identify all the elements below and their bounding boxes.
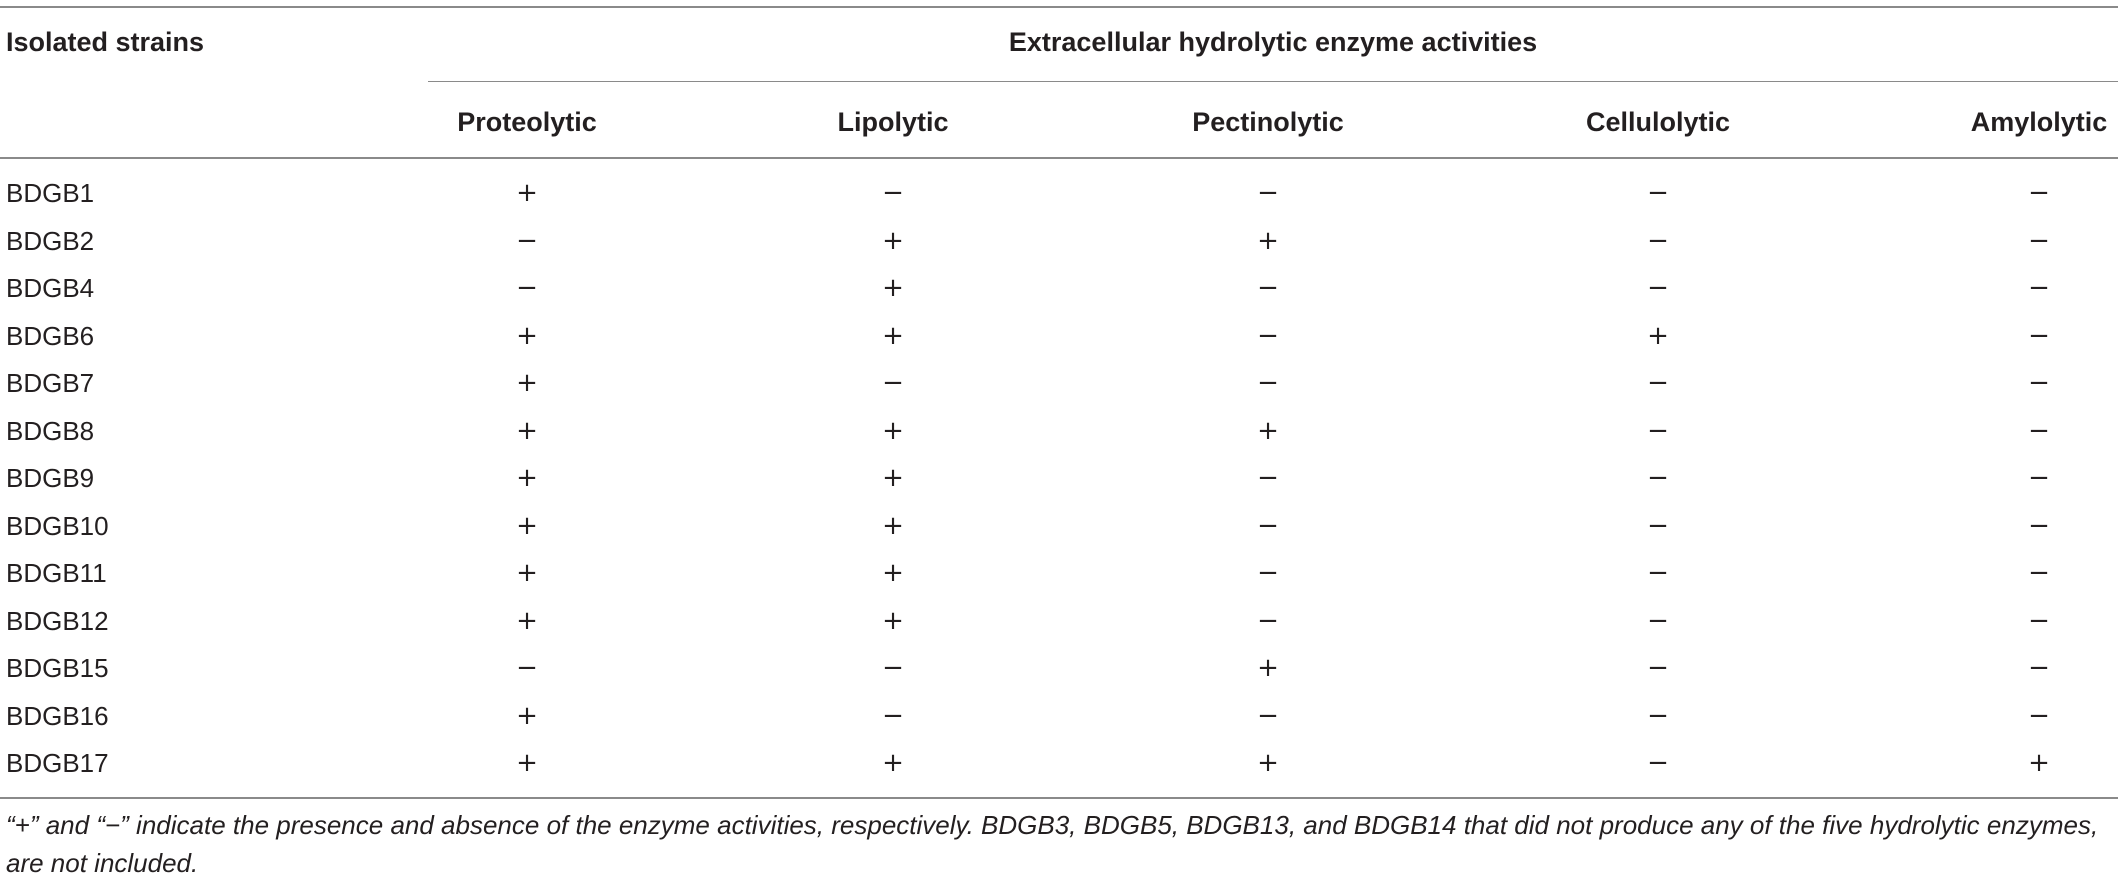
pectinolytic-activity-cell: − bbox=[1257, 178, 1279, 208]
cellulolytic-activity-cell: − bbox=[1647, 463, 1669, 493]
amylolytic-activity-cell: − bbox=[2028, 558, 2050, 588]
column-header-proteolytic: Proteolytic bbox=[457, 107, 597, 137]
pectinolytic-activity-cell: − bbox=[1257, 510, 1279, 541]
lipolytic-activity-cell: − bbox=[882, 178, 904, 208]
proteolytic-activity-cell: − bbox=[516, 653, 538, 683]
amylolytic-activity-cell: − bbox=[2028, 463, 2050, 493]
group-header-rule bbox=[428, 81, 2118, 82]
table-row bbox=[0, 550, 2118, 598]
cellulolytic-activity-cell: − bbox=[1647, 653, 1669, 683]
lipolytic-activity-cell: + bbox=[882, 558, 904, 588]
amylolytic-activity-cell: + bbox=[2028, 748, 2050, 778]
proteolytic-activity-cell: − bbox=[516, 225, 538, 256]
pectinolytic-activity-cell: − bbox=[1257, 700, 1279, 731]
proteolytic-activity-cell: + bbox=[516, 748, 538, 778]
table-row bbox=[0, 218, 2118, 266]
table-row bbox=[0, 265, 2118, 313]
table-row bbox=[0, 740, 2118, 788]
pectinolytic-activity-cell: − bbox=[1257, 558, 1279, 588]
cellulolytic-activity-cell: − bbox=[1647, 415, 1669, 446]
amylolytic-activity-cell: − bbox=[2028, 605, 2050, 636]
cellulolytic-activity-cell: − bbox=[1647, 605, 1669, 636]
pectinolytic-activity-cell: + bbox=[1257, 415, 1279, 446]
strain-cell: BDGB1 bbox=[6, 178, 95, 208]
lipolytic-activity-cell: + bbox=[882, 415, 904, 446]
cellulolytic-activity-cell: − bbox=[1647, 748, 1669, 778]
proteolytic-activity-cell: + bbox=[516, 178, 538, 208]
column-header-lipolytic: Lipolytic bbox=[837, 107, 949, 137]
amylolytic-activity-cell: − bbox=[2028, 225, 2050, 256]
amylolytic-activity-cell: − bbox=[2028, 273, 2050, 303]
table-row bbox=[0, 455, 2118, 503]
cellulolytic-activity-cell: − bbox=[1647, 558, 1669, 588]
table-row bbox=[0, 503, 2118, 551]
lipolytic-activity-cell: − bbox=[882, 700, 904, 731]
pectinolytic-activity-cell: − bbox=[1257, 463, 1279, 493]
table-footnote: “+” and “−” indicate the presence and absence of the enzyme activities, respectively. BDGB3, BDGB5, BDGB13, and BDGB14 that did not produce any of the five hydrolytic enzymes, are not included. bbox=[6, 810, 2099, 878]
pectinolytic-activity-cell: + bbox=[1257, 225, 1279, 256]
cellulolytic-activity-cell: − bbox=[1647, 510, 1669, 541]
table-row bbox=[0, 360, 2118, 408]
strain-cell: BDGB10 bbox=[6, 510, 109, 541]
table-row bbox=[0, 693, 2118, 741]
column-header-cellulolytic: Cellulolytic bbox=[1585, 107, 1731, 137]
lipolytic-activity-cell: + bbox=[882, 605, 904, 636]
cellulolytic-activity-cell: − bbox=[1647, 700, 1669, 731]
table-row bbox=[0, 645, 2118, 693]
strain-column-header: Isolated strains bbox=[6, 27, 205, 57]
lipolytic-activity-cell: + bbox=[882, 320, 904, 351]
header-bottom-rule bbox=[0, 157, 2118, 159]
column-header-amylolytic: Amylolytic bbox=[1970, 107, 2108, 137]
cellulolytic-activity-cell: − bbox=[1647, 225, 1669, 256]
amylolytic-activity-cell: − bbox=[2028, 178, 2050, 208]
pectinolytic-activity-cell: + bbox=[1257, 653, 1279, 683]
lipolytic-activity-cell: + bbox=[882, 273, 904, 303]
amylolytic-activity-cell: − bbox=[2028, 700, 2050, 731]
strain-cell: BDGB12 bbox=[6, 605, 109, 636]
proteolytic-activity-cell: − bbox=[516, 273, 538, 303]
strain-cell: BDGB2 bbox=[6, 225, 95, 256]
lipolytic-activity-cell: + bbox=[882, 748, 904, 778]
proteolytic-activity-cell: + bbox=[516, 368, 538, 398]
table-top-rule bbox=[0, 6, 2118, 8]
strain-cell: BDGB6 bbox=[6, 320, 95, 351]
pectinolytic-activity-cell: − bbox=[1257, 320, 1279, 351]
amylolytic-activity-cell: − bbox=[2028, 653, 2050, 683]
cellulolytic-activity-cell: − bbox=[1647, 273, 1669, 303]
table-row bbox=[0, 408, 2118, 456]
pectinolytic-activity-cell: − bbox=[1257, 273, 1279, 303]
strain-cell: BDGB15 bbox=[6, 653, 109, 683]
pectinolytic-activity-cell: − bbox=[1257, 605, 1279, 636]
lipolytic-activity-cell: + bbox=[882, 225, 904, 256]
proteolytic-activity-cell: + bbox=[516, 558, 538, 588]
pectinolytic-activity-cell: − bbox=[1257, 368, 1279, 398]
table-row bbox=[0, 170, 2118, 218]
lipolytic-activity-cell: + bbox=[882, 463, 904, 493]
strain-cell: BDGB11 bbox=[6, 558, 107, 588]
table-row bbox=[0, 598, 2118, 646]
lipolytic-activity-cell: − bbox=[882, 653, 904, 683]
proteolytic-activity-cell: + bbox=[516, 700, 538, 731]
proteolytic-activity-cell: + bbox=[516, 320, 538, 351]
lipolytic-activity-cell: − bbox=[882, 368, 904, 398]
amylolytic-activity-cell: − bbox=[2028, 415, 2050, 446]
strain-cell: BDGB17 bbox=[6, 748, 109, 778]
proteolytic-activity-cell: + bbox=[516, 605, 538, 636]
strain-cell: BDGB9 bbox=[6, 463, 95, 493]
amylolytic-activity-cell: − bbox=[2028, 368, 2050, 398]
strain-cell: BDGB8 bbox=[6, 415, 95, 446]
strain-cell: BDGB7 bbox=[6, 368, 95, 398]
strain-cell: BDGB4 bbox=[6, 273, 95, 303]
column-header-pectinolytic: Pectinolytic bbox=[1192, 107, 1344, 137]
lipolytic-activity-cell: + bbox=[882, 510, 904, 541]
table-bottom-rule bbox=[0, 797, 2118, 799]
pectinolytic-activity-cell: + bbox=[1257, 748, 1279, 778]
enzyme-group-header: Extracellular hydrolytic enzyme activities bbox=[1008, 27, 1538, 57]
proteolytic-activity-cell: + bbox=[516, 463, 538, 493]
amylolytic-activity-cell: − bbox=[2028, 510, 2050, 541]
proteolytic-activity-cell: + bbox=[516, 510, 538, 541]
table-row bbox=[0, 313, 2118, 361]
cellulolytic-activity-cell: − bbox=[1647, 178, 1669, 208]
proteolytic-activity-cell: + bbox=[516, 415, 538, 446]
strain-cell: BDGB16 bbox=[6, 700, 109, 731]
amylolytic-activity-cell: − bbox=[2028, 320, 2050, 351]
cellulolytic-activity-cell: + bbox=[1647, 320, 1669, 351]
cellulolytic-activity-cell: − bbox=[1647, 368, 1669, 398]
